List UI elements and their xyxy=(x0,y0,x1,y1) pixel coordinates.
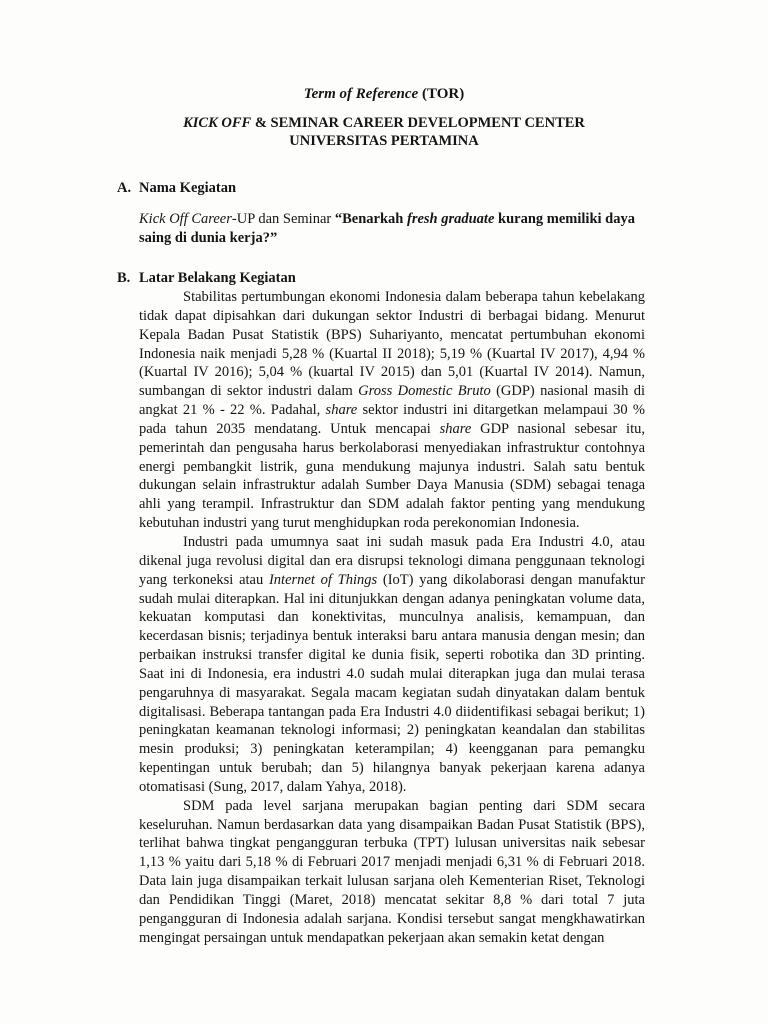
paragraph-2: Industri pada umumnya saat ini sudah masuk pada Era Industri 4.0, atau dikenal juga revolusi digital dan era disrupsi teknologi dimana penggunaan teknologi yang terkoneksi atau Internet of Things (IoT) yang dikolaborasi dengan manufaktur sudah mulai diterapkan. Hal ini ditunjukkan dengan adanya peningkatan volume data, kekuatan komputasi dan konektivitas, munculnya analisis, kemampuan, dan kecerdasan bisnis; terjadinya bentuk interaksi baru antara manusia dengan mesin; dan perbaikan instruksi transfer digital ke dunia fisik, seperti robotika dan 3D printing. Saat ini di Indonesia, era industri 4.0 sudah mulai diterapkan juga dan mulai terasa pengaruhnya di masyarakat. Segala macam kegiatan sudah dinyatakan dalam bentuk digitalisasi. Beberapa tantangan pada Era Industri 4.0 diidentifikasi sebagai berikut; 1) peningkatan keamanan teknologi informasi; 2) peningkatan keandalan dan stabilitas mesin produksi; 3) peningkatan keterampilan; 4) keengganan para pemangku kepentingan untuk berubah; dan 5) hilangnya banyak pekerjaan karena adanya otomatisasi (Sung, 2017, dalam Yahya, 2018). xyxy=(139,533,645,795)
event-title-line2: UNIVERSITAS PERTAMINA xyxy=(289,133,479,149)
event-title-italic: KICK OFF xyxy=(183,115,252,131)
section-a-heading xyxy=(117,180,236,197)
section-a-content xyxy=(139,210,644,248)
section-b-letter: B. xyxy=(117,270,131,286)
event-title-line1-rest: & SEMINAR CAREER DEVELOPMENT CENTER xyxy=(251,115,585,131)
document-title xyxy=(0,86,768,103)
section-b-heading xyxy=(117,270,296,287)
event-title xyxy=(0,114,768,150)
event-title-line1 xyxy=(0,114,768,132)
section-b-title: Latar Belakang Kegiatan xyxy=(139,270,296,286)
tor-title-italic: Term of Reference xyxy=(303,86,419,102)
paragraph-3: SDM pada level sarjana merupakan bagian penting dari SDM secara keseluruhan. Namun berdasarkan data yang disampaikan Badan Pusat Statistik (BPS), terlihat bahwa tingkat pengangguran terbuka (TPT) lulusan universitas naik sebesar 1,13 % yaitu dari 5,18 % di Februari 2017 menjadi menjadi 6,31 % di Februari 2018. Data lain juga disampaikan terkait lulusan sarjana oleh Kementerian Riset, Teknologi dan Pendidikan Tinggi (Maret, 2018) mencatat sekitar 8,8 % dari total 7 juta pengangguran di Indonesia adalah sarjana. Kondisi tersebut sangat mengkhawatirkan mengingat persaingan untuk mendapatkan pekerjaan akan semakin ketat dengan xyxy=(139,797,645,946)
gdp-italic: Gross Domestic Bruto xyxy=(358,383,491,400)
kickoff-rest: -UP dan Seminar xyxy=(231,211,335,227)
share-italic: share xyxy=(325,402,358,419)
fresh-graduate-italic: fresh graduate xyxy=(406,211,495,227)
kickoff-italic: Kick Off Career xyxy=(139,211,232,227)
share-italic: share xyxy=(439,420,472,437)
section-b-body xyxy=(139,288,645,948)
tor-title-abbrev: (TOR) xyxy=(418,86,465,102)
section-a-title: Nama Kegiatan xyxy=(139,180,237,196)
iot-italic: Internet of Things xyxy=(268,571,378,588)
seminar-title: “Benarkah fresh graduate kurang memiliki daya saing di dunia kerja?” xyxy=(139,211,635,246)
paragraph-1: Stabilitas pertumbungan ekonomi Indonesia dalam beberapa tahun kebelakang tidak dapat dipisahkan dari dukungan sektor Industri di berbagai bidang. Menurut Kepala Badan Pusat Statistik (BPS) Suhariyanto, mencatat pertumbuhan ekonomi Indonesia naik menjadi 5,28 % (Kuartal II 2018); 5,19 % (Kuartal IV 2017), 4,94 % (Kuartal IV 2016); 5,04 % (kuartal IV 2015) dan 5,01 (Kuartal IV 2014). Namun, sumbangan di sektor industri dalam Gross Domestic Bruto (GDP) nasional masih di angkat 21 % - 22 %. Padahal, share sektor industri ini ditargetkan melampaui 30 % pada tahun 2035 mendatang. Untuk mencapai share GDP nasional sebesar itu, pemerintah dan pengusaha harus berkolaborasi menyediakan infrastruktur contohnya energi pembangkit listrik, guna mendukung majunya industri. Salah satu bentuk dukungan selain infrastruktur adalah Sumber Daya Manusia (SDM) sebagai tenaga ahli yang terampil. Infrastruktur dan SDM adalah faktor penting yang mendukung kebutuhan industri yang turut menghidupkan roda perekonomian Indonesia. xyxy=(139,289,645,532)
section-a-letter: A. xyxy=(117,180,132,196)
